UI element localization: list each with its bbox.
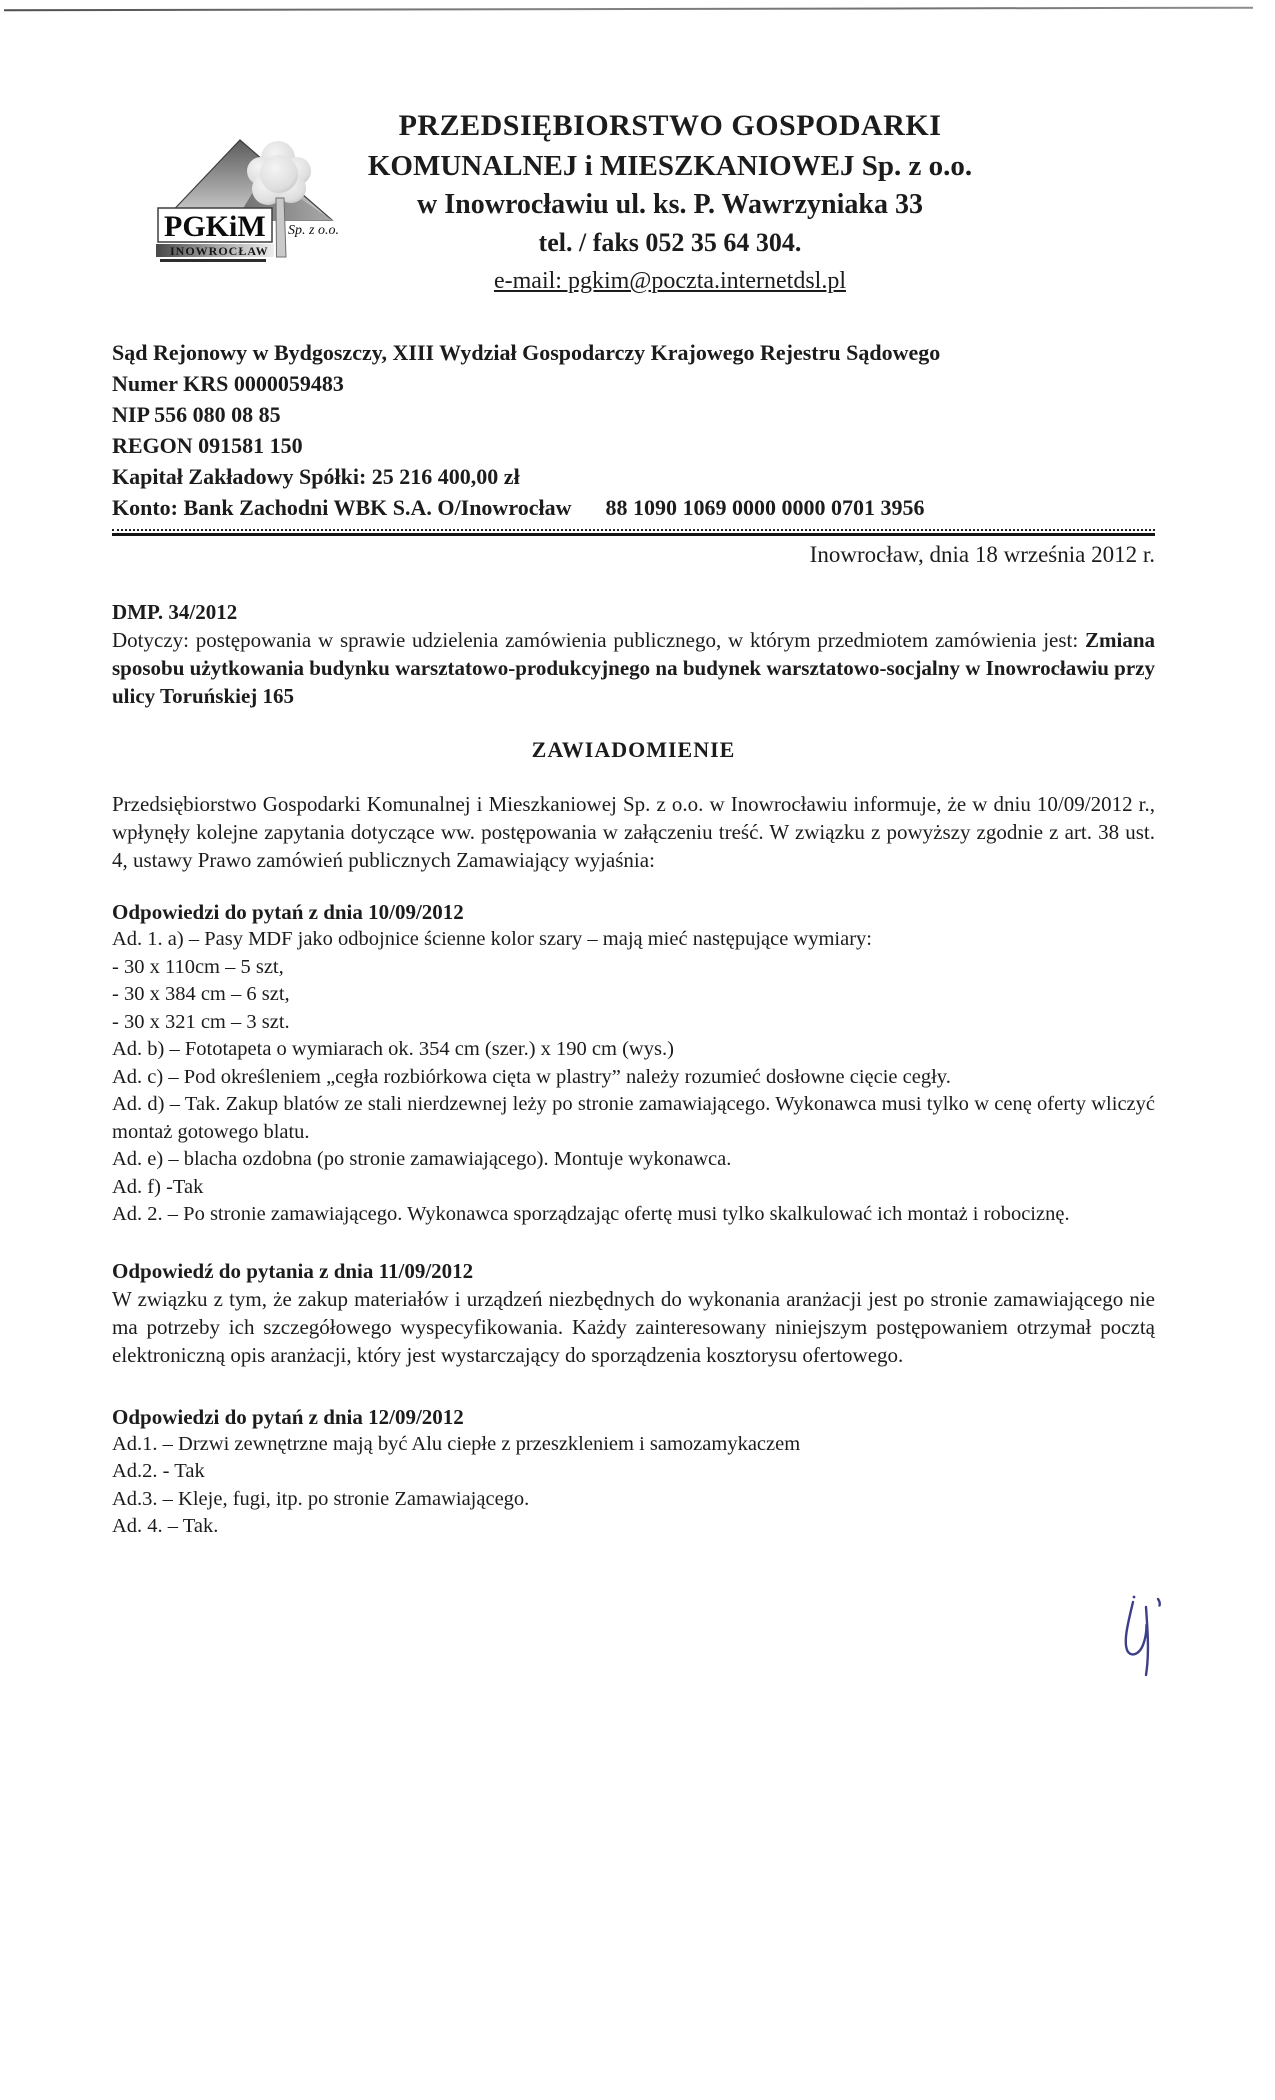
- answers-section-11-09: [112, 1257, 1155, 1369]
- registry-nip: NIP 556 080 08 85: [112, 402, 281, 427]
- dotted-separator: [112, 529, 1155, 536]
- company-email: e-mail: pgkim@poczta.internetdsl.pl: [493, 268, 846, 294]
- reference-number: DMP. 34/2012: [112, 600, 238, 624]
- tree-trunk-shape: [276, 198, 286, 257]
- answer-line: Ad.1. – Drzwi zewnętrzne mają być Alu ciepłe z przeszkleniem i samozamykaczem: [112, 1432, 801, 1455]
- registry-court: Sąd Rejonowy w Bydgoszczy, XIII Wydział Gospodarczy Krajowego Rejestru Sądowego: [112, 340, 941, 365]
- section-heading: Odpowiedź do pytania z dnia 11/09/2012: [112, 1258, 474, 1283]
- answers-section-10-09: [112, 898, 1155, 1229]
- answer-line: Ad.2. - Tak: [112, 1460, 205, 1482]
- subject-prefix: Dotyczy: postępowania w sprawie udzielenia zamówienia publicznego, w którym przedmiotem zamówienia jest:: [112, 628, 1085, 652]
- answer-line: - 30 x 110cm – 5 szt,: [112, 955, 284, 978]
- answer-line: - 30 x 384 cm – 6 szt,: [112, 983, 290, 1005]
- registry-regon: REGON 091581 150: [112, 433, 303, 458]
- account-number: 88 1090 1069 0000 0000 0701 3956: [605, 495, 925, 520]
- answer-line: Ad. 4. – Tak.: [112, 1515, 219, 1537]
- intro-paragraph: Przedsiębiorstwo Gospodarki Komunalnej i Mieszkaniowej Sp. z o.o. w Inowrocławiu informuje, że w dniu 10/09/2012 r., wpłynęły kolejne zapytania dotyczące ww. postępowania w załączeniu treść. W związku z powyższy zgodnie z art. 38 ust. 4, ustawy Prawo zamówień publicznych Zamawiający wyjaśnia:: [112, 792, 1155, 872]
- answer-line: - 30 x 321 cm – 3 szt.: [112, 1010, 290, 1033]
- signature-icon: [1080, 1555, 1200, 1725]
- section-heading: Odpowiedzi do pytań z dnia 12/09/2012: [112, 1404, 464, 1429]
- logo-city: INOWROCŁAW: [170, 244, 269, 258]
- company-header: [330, 106, 1010, 300]
- answer-line: Ad. c) – Pod określeniem „cegła rozbiórkowa cięta w plastry” należy rozumieć dosłowne cięcie cegły.: [112, 1065, 951, 1088]
- company-name-line-2: KOMUNALNEJ i MIESZKANIOWEJ Sp. z o.o.: [367, 150, 973, 182]
- document-title: ZAWIADOMIENIE: [531, 737, 736, 762]
- answer-line: Ad.3. – Kleje, fugi, itp. po stronie Zamawiającego.: [112, 1487, 530, 1510]
- logo-suffix: Sp. z o.o.: [288, 223, 339, 238]
- subject-paragraph: [112, 626, 1155, 710]
- logo-acronym: PGKiM: [164, 210, 266, 243]
- signature-strokes: [1126, 1596, 1160, 1675]
- registry-info: [112, 337, 1155, 523]
- section-heading: Odpowiedzi do pytań z dnia 10/09/2012: [112, 900, 464, 924]
- registry-krs: Numer KRS 0000059483: [112, 371, 344, 396]
- answer-line: Ad. f) -Tak: [112, 1175, 204, 1198]
- answers-section-12-09: [112, 1403, 1155, 1541]
- tree-crown-shape: [247, 141, 311, 205]
- company-name-line-1: PRZEDSIĘBIORSTWO GOSPODARKI: [398, 109, 942, 142]
- answer-paragraph: W związku z tym, że zakup materiałów i urządzeń niezbędnych do wykonania aranżacji jest po stronie zamawiającego nie ma potrzeby ich szczegółowego wyspecyfikowania. Każdy zainteresowany niniejszym postępowaniem otrzymał pocztą elektroniczną opis aranżacji, który jest wystarczający do sporządzenia kosztorysu ofertowego.: [112, 1286, 1155, 1367]
- pgkim-logo-icon: [118, 128, 353, 278]
- registry-capital: Kapitał Zakładowy Spółki: 25 216 400,00 zł: [112, 464, 520, 489]
- answer-line: Ad. b) – Fototapeta o wymiarach ok. 354 cm (szer.) x 190 cm (wys.): [112, 1038, 674, 1060]
- company-phone: tel. / faks 052 35 64 304.: [538, 228, 802, 257]
- company-address: w Inowrocławiu ul. ks. P. Wawrzyniaka 33: [417, 189, 923, 220]
- registry-account: [112, 492, 1155, 523]
- answer-line: Ad. e) – blacha ozdobna (po stronie zamawiającego). Montuje wykonawca.: [112, 1148, 732, 1170]
- answer-line: Ad. d) – Tak. Zakup blatów ze stali nierdzewnej leży po stronie zamawiającego. Wykonawca musi tylko w cenę oferty wliczyć montaż gotowego blatu.: [112, 1093, 1155, 1143]
- account-label: Konto: Bank Zachodni WBK S.A. O/Inowrocław: [112, 495, 572, 520]
- pgkim-logo: [118, 128, 353, 278]
- answer-line: Ad. 2. – Po stronie zamawiającego. Wykonawca sporządzając ofertę musi tylko skalkulować ich montaż i robociznę.: [112, 1203, 1070, 1225]
- dateline: Inowrocław, dnia 18 września 2012 r.: [809, 542, 1155, 567]
- answer-line: Ad. 1. a) – Pasy MDF jako odbojnice ścienne kolor szary – mają mieć następujące wymiary:: [112, 928, 873, 950]
- subject-bold: Zmiana sposobu użytkowania budynku warsztatowo-produkcyjnego na budynek warsztatowo-socjalny w Inowrocławiu przy ulicy Toruńskiej 165: [112, 628, 1155, 708]
- logo-underline: [160, 259, 266, 262]
- handwritten-signature: [1080, 1555, 1200, 1725]
